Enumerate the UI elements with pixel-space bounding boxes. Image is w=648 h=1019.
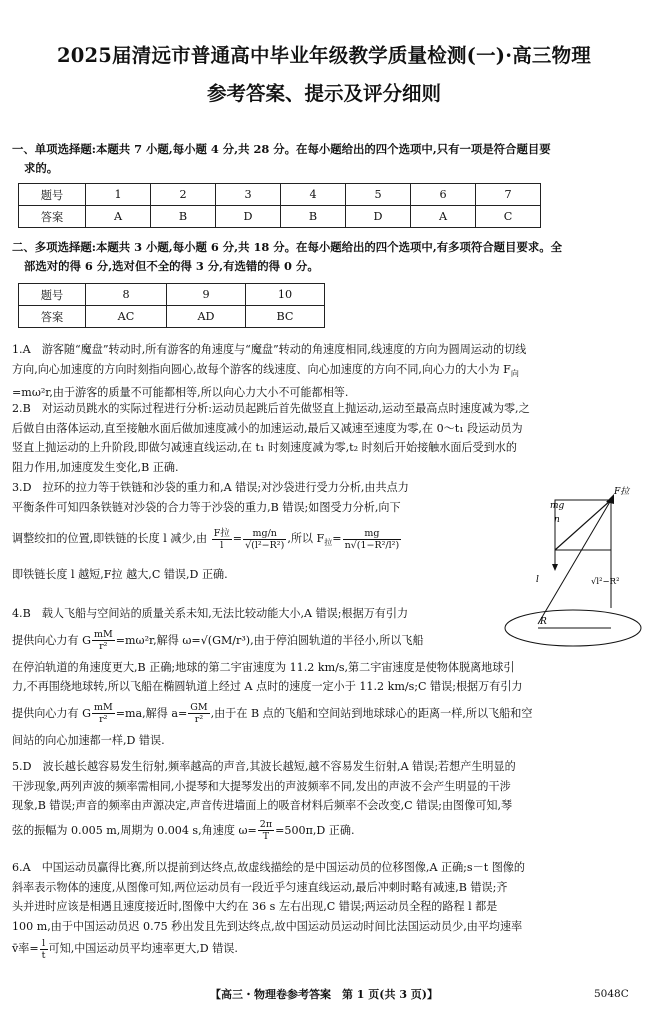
page-footer: 【高三・物理卷参考答案 第 1 页(共 3 页)】: [209, 988, 439, 1001]
section1-answer-table: [18, 183, 541, 228]
label-n: n: [554, 515, 560, 525]
page-subtitle: 参考答案、提示及评分细则: [206, 82, 441, 105]
mg-arrow-head: [552, 564, 558, 571]
table-row: 题号 8 9 10: [19, 284, 325, 306]
label-mg: mg: [550, 501, 565, 511]
answer-q3: 3.D 拉环的拉力等于铁链和沙袋的重力和,A 错误;对沙袋进行受力分析,由共点力 平衡条件可知四条铁链对沙袋的合力等于沙袋的重力,B 错误;如图受力分析,向下 调整绞扣的位置,即铁链的长度 l 减少,由 $\frac{\text{F拉}}{l}$ = $\frac{mg/n}{\text{√(l²−R²)}}$ ,所以 $F_拉=$ $\frac{mg}{\text{n√(1−R²/l²)}}$ 即铁链长度 l 越短,F拉 越大,C 错误,D 正确.: [12, 481, 409, 582]
label-l: l: [536, 575, 539, 585]
section2-answer-table: [18, 283, 325, 328]
answer-q2: 2.B 对运动员跳水的实际过程进行分析:运动员起跳后首先做竖直上抛运动,运动至最高点时速度减为零,之 后做自由落体运动,直至接触水面后做加速度减小的加速运动,最后又减速至速度为零,在 0～t₁ 段运动员为 竖直上抛运动的上升阶段,即做匀减速直线运动,在 t₁ 时刻速度减为零,t₂ 时刻后开始接触水面后受到水的 阻力作用,加速度发生变化,B 正确.: [12, 402, 530, 474]
table-row: 答案 AC AD BC: [19, 306, 325, 328]
page-title: 2025届清远市普通高中毕业年级教学质量检测(一)·高三物理: [56, 44, 591, 67]
table-row: 答案 A B D B D A C: [19, 206, 541, 228]
label-F: F拉: [614, 487, 630, 497]
label-R: R: [540, 617, 547, 627]
answer-q1: 1.A 游客随“魔盘”转动时,所有游客的角速度与“魔盘”转动的角速度相同,线速度的方向为圆周运动的切线 方向,向心加速度的方向时刻指向圆心,故每个游客的线速度、向心加速度的方向不同,向心力的大小为 $F_向$ =mω²r,由于游客的质量不可能都相等,所以向心力大小不可能都相等.: [12, 343, 527, 400]
section2-heading: 二、多项选择题:本题共 3 小题,每小题 6 分,共 18 分。在每小题给出的四个选项中,有多项符合题目要求。全 部选对的得 6 分,选对但不全的得 3 分,有选错的得 0 分。: [12, 240, 563, 273]
answer-q4: 4.B 载人飞船与空间站的质量关系未知,无法比较动能大小,A 错误;根据万有引力 提供向心力有 G $\frac{mM}{\text{r²}}$ =mω²r,解得 ω=√(GM/r³),由于停泊圆轨道的半径小,所以飞船 在停泊轨道的角速度更大,B 正确;地球的第二宇宙速度为 11.2 km/s,第二宇宙速度是使物体脱离地球引 力,不再围绕地球转,所以飞船在椭圆轨道上经过 A 点时的速度一定小于 11.2 km/s;C 错误;根据万有引力 提供向心力有 G $\frac{mM}{\text{r²}}$ =ma,解得 a= $\frac{GM}{\text{r²}}$ ,由于在 B 点的飞船和空间站到地球球心的距离一样,所以飞船和空 间站的向心加速都一样,D 错误.: [12, 607, 533, 747]
section1-heading: 一、单项选择题:本题共 7 小题,每小题 4 分,共 28 分。在每小题给出的四个选项中,只有一项是符合题目要 求的。: [12, 142, 551, 175]
answer-q6: 6.A 中国运动员赢得比赛,所以提前到达终点,故虚线描绘的是中国运动员的位移图像,A 正确;s－t 图像的 斜率表示物体的速度,从图像可知,两位运动员有一段近乎匀速直线运动,最后冲刺时略有减速,B 错误;齐 头并进时应该是相遇且速度接近时,图像中大约在 36 s 左右出现,C 错误;两运动员全程的路程 l 都是 100 m,由于中国运动员迟 0.75 秒出发且先到达终点,故中国运动员运动时间比法国运动员少,由平均速率 v̄率= $\frac{l}{t}$ 可知,中国运动员平均速率更大,D 错误.: [12, 861, 525, 961]
answer-q5: 5.D 波长越长越容易发生衍射,频率越高的声音,其波长越短,越不容易发生衍射,A 错误;若想产生明显的 干涉现象,两列声波的频率需相同,小提琴和大提琴发出的声波频率不同,发出的声波不会产生明显的干涉 现象,B 错误;声音的频率由声源决定,声音传进墙面上的吸音材料后频率不会改变,C 错误;由图像可知,琴 弦的振幅为 0.005 m,周期为 0.004 s,角速度 ω= $\frac{2\pi}{T}$ =500π,D 正确.: [12, 760, 516, 842]
paper-code: 5048C: [594, 988, 629, 1000]
label-sqrt: √l²−R²: [591, 577, 620, 587]
table-row: 题号 1 2 3 4 5 6 7: [19, 184, 541, 206]
